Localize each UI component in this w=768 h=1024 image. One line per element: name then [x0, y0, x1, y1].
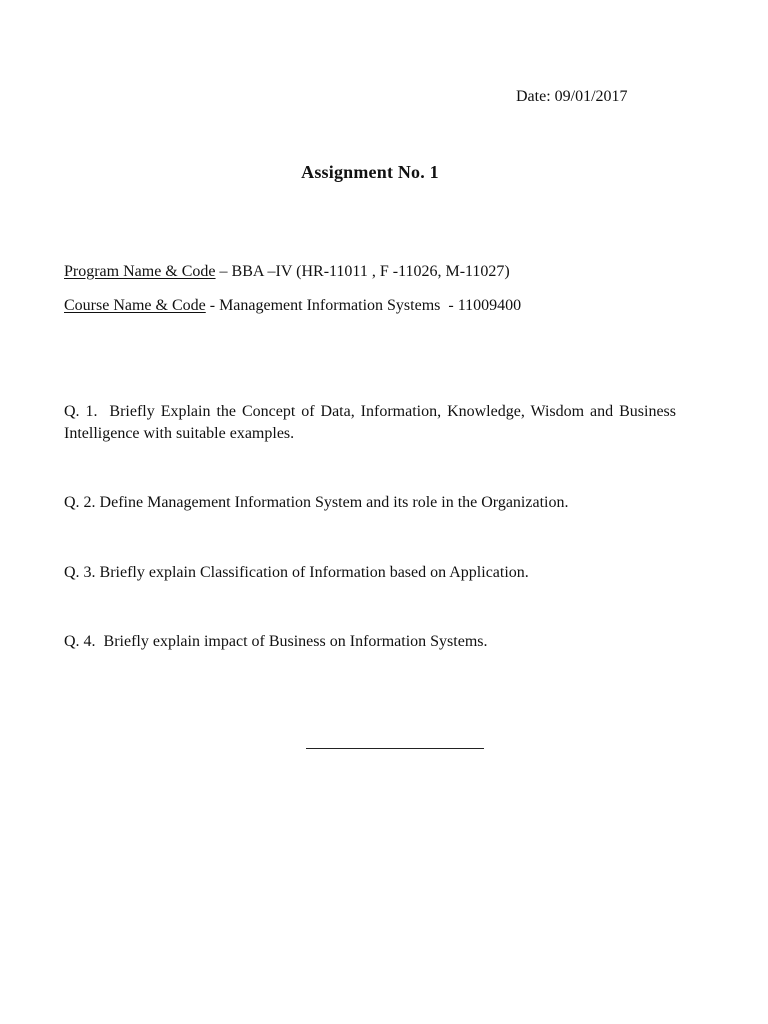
signature-line [306, 748, 484, 749]
question-3: Q. 3. Briefly explain Classification of Information based on Application. [64, 564, 529, 581]
document-date: Date: 09/01/2017 [516, 88, 628, 105]
question-2: Q. 2. Define Management Information System and its role in the Organization. [64, 494, 569, 511]
program-label: Program Name & Code [64, 263, 216, 280]
question-1: Q. 1. Briefly Explain the Concept of Data, Information, Knowledge, Wisdom and Business Intelligence with suitable examples. [64, 403, 680, 442]
course-label: Course Name & Code [64, 297, 206, 314]
assignment-title: Assignment No. 1 [301, 162, 439, 182]
program-value: – BBA –IV (HR-11011 , F -11026, M-11027) [215, 263, 510, 280]
course-value: - Management Information Systems - 11009400 [205, 297, 522, 314]
question-4: Q. 4. Briefly explain impact of Business on Information Systems. [64, 633, 488, 650]
program-line [64, 262, 510, 282]
course-line [64, 296, 521, 316]
